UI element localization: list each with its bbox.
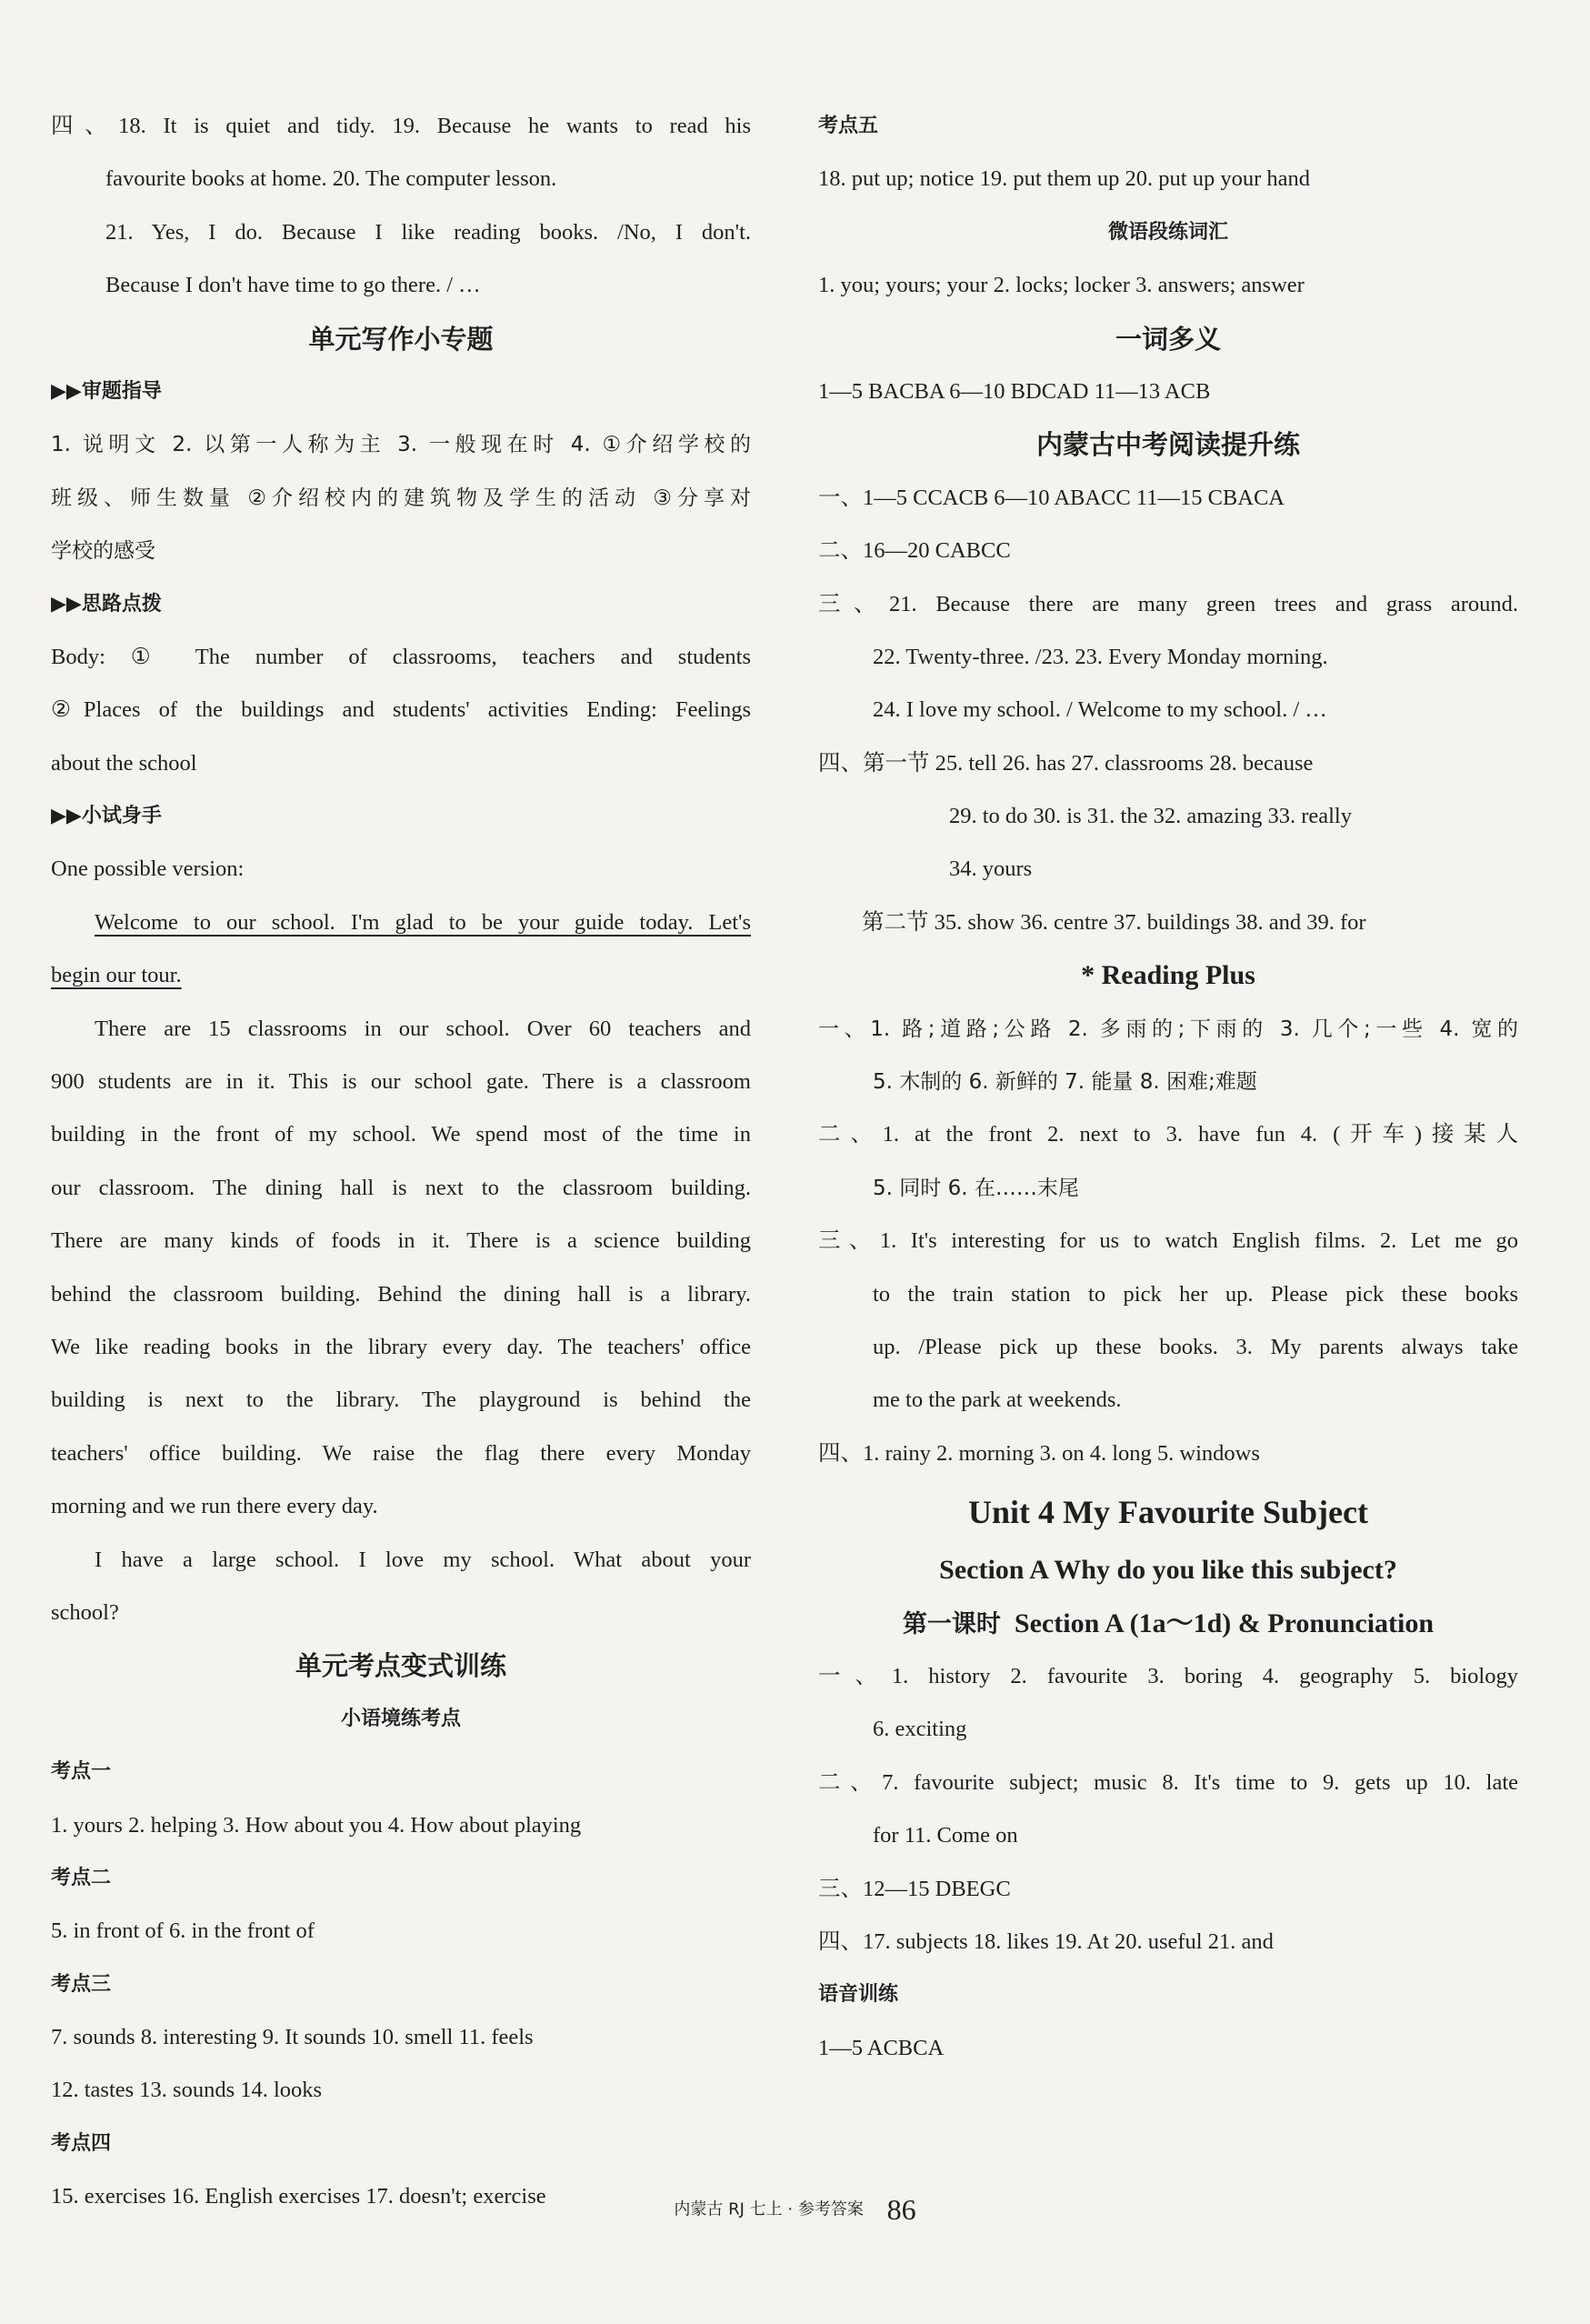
right-column (818, 100, 1518, 2075)
answer-line: 5. in front of 6. in the front of (51, 1918, 315, 1944)
answer-line: 四、17. subjects 18. likes 19. At 20. useful 21. and (818, 1928, 1274, 1954)
subsection-label: ▶▶小试身手 (51, 805, 162, 828)
answer-line: 15. exercises 16. English exercises 17. doesn't; exercise (51, 2184, 546, 2209)
answer-line: One possible version: (51, 856, 245, 882)
section-title: Section A Why do you like this subject? (939, 1555, 1397, 1586)
essay-line: There are many kinds of foods in it. There is a science building (51, 1228, 751, 1254)
answer-line: 第二节 35. show 36. centre 37. buildings 38. and 39. for (862, 909, 1366, 935)
essay-line: behind the classroom building. Behind the dining hall is a library. (51, 1281, 751, 1307)
section-heading: 内蒙古中考阅读提升练 (1035, 429, 1300, 461)
subsection-label: ▶▶思路点拨 (51, 592, 162, 616)
unit-title: Unit 4 My Favourite Subject (968, 1494, 1368, 1531)
answer-line: 1. 说明文 2. 以第一人称为主 3. 一般现在时 4. ①介绍学校的 (51, 433, 751, 457)
answer-line: 5. 同时 6. 在……末尾 (873, 1176, 1079, 1200)
subsection-label: 语音训练 (818, 1983, 899, 2007)
point-label: 考点三 (51, 1972, 112, 1996)
answer-line: 1. you; yours; your 2. locks; locker 3. answers; answer (818, 273, 1305, 298)
essay-line: our classroom. The dining hall is next to the classroom building. (51, 1175, 751, 1200)
answer-line: 1—5 BACBA 6—10 BDCAD 11—13 ACB (818, 378, 1211, 404)
answer-line: 二、7. favourite subject; music 8. It's time to 9. gets up 10. late (818, 1769, 1518, 1795)
answer-line: 29. to do 30. is 31. the 32. amazing 33. really (949, 804, 1352, 829)
point-label: 考点二 (51, 1866, 112, 1889)
essay-line-underlined: begin our tour. (51, 963, 182, 988)
section-heading: 单元写作小专题 (308, 323, 494, 355)
answer-line: 学校的感受 (51, 539, 155, 564)
answer-line: 二、16—20 CABCC (818, 538, 1011, 564)
essay-line: We like reading books in the library every day. The teachers' office (51, 1334, 751, 1359)
essay-line: building in the front of my school. We spend most of the time in (51, 1122, 751, 1147)
lesson-title (818, 1598, 1518, 1650)
answer-line: up. /Please pick up these books. 3. My parents always take (873, 1334, 1518, 1359)
answer-line: 二、1. at the front 2. next to 3. have fun 4. (开车)接某人 (818, 1122, 1518, 1147)
answer-line: about the school (51, 750, 197, 776)
answer-line: 22. Twenty-three. /23. 23. Every Monday morning. (873, 644, 1328, 669)
essay-line: building is next to the library. The playground is behind the (51, 1387, 751, 1413)
answer-line: 12. tastes 13. sounds 14. looks (51, 2078, 323, 2103)
essay-line: school? (51, 1599, 119, 1625)
point-label: 考点一 (51, 1760, 112, 1784)
left-column (51, 100, 751, 2224)
answer-line: 三、21. Because there are many green trees and grass around. (818, 591, 1518, 616)
answer-line: 6. exciting (873, 1717, 967, 1742)
answer-line: 三、12—15 DBEGC (818, 1876, 1011, 1901)
answer-line: to the train station to pick her up. Please pick these books (873, 1281, 1518, 1307)
lesson-title-cn: 第一课时 (902, 1609, 1001, 1638)
essay-line: morning and we run there every day. (51, 1494, 378, 1519)
answer-line: ②Places of the buildings and students' activities Ending: Feelings (51, 697, 751, 723)
answer-line: 一、1. history 2. favourite 3. boring 4. geography 5. biology (818, 1663, 1518, 1688)
point-label: 考点四 (51, 2131, 112, 2155)
answer-line: 一、1. 路;道路;公路 2. 多雨的;下雨的 3. 几个;一些 4. 宽的 (818, 1017, 1518, 1041)
answer-line: Because I don't have time to go there. / … (105, 273, 481, 298)
answer-line: 三、1. It's interesting for us to watch English films. 2. Let me go (818, 1228, 1518, 1254)
subsection-heading: 微语段练词汇 (1107, 220, 1228, 244)
essay-line-underlined: Welcome to our school. I'm glad to be your guide today. Let's (95, 909, 751, 935)
answer-line: 34. yours (949, 856, 1033, 882)
essay-line: There are 15 classrooms in our school. Over 60 teachers and (95, 1016, 751, 1041)
footer-label: 内蒙古 RJ 七上 · 参考答案 (674, 2199, 864, 2219)
answer-line: for 11. Come on (873, 1823, 1018, 1848)
answer-line: 24. I love my school. / Welcome to my school. / … (873, 697, 1327, 723)
answer-line: 一、1—5 CCACB 6—10 ABACC 11—15 CBACA (818, 485, 1285, 510)
answer-line: 1—5 ACBCA (818, 2035, 945, 2060)
answer-line: 1. yours 2. helping 3. How about you 4. How about playing (51, 1812, 582, 1838)
answer-line: 四、第一节 25. tell 26. has 27. classrooms 28. because (818, 750, 1314, 776)
answer-line: 四、1. rainy 2. morning 3. on 4. long 5. windows (818, 1440, 1260, 1466)
essay-line: 900 students are in it. This is our school gate. There is a classroom (51, 1069, 751, 1095)
section-heading: 一词多义 (1115, 323, 1221, 355)
subsection-label: ▶▶审题指导 (51, 379, 162, 403)
answer-line: 5. 木制的 6. 新鲜的 7. 能量 8. 困难;难题 (873, 1070, 1257, 1095)
answer-line: 21. Yes, I do. Because I like reading books. /No, I don't. (105, 219, 751, 245)
point-label: 考点五 (818, 115, 879, 137)
answer-line: 18. put up; notice 19. put them up 20. put up your hand (818, 166, 1310, 192)
lesson-title-en: Section A (1a～1d) & Pronunciation (1014, 1608, 1435, 1638)
subsection-heading: 小语境练考点 (340, 1707, 461, 1730)
answer-line: Body: ① The number of classrooms, teachers and students (51, 644, 751, 669)
page-footer (0, 2193, 1590, 2227)
section-heading: * Reading Plus (1081, 960, 1255, 991)
answer-line: me to the park at weekends. (873, 1387, 1122, 1413)
answer-line: 四、18. It is quiet and tidy. 19. Because he wants to read his (51, 114, 751, 138)
section-heading: 单元考点变式训练 (295, 1650, 506, 1682)
answer-line: 7. sounds 8. interesting 9. It sounds 10. smell 11. feels (51, 2025, 534, 2050)
essay-line: teachers' office building. We raise the flag there every Monday (51, 1440, 751, 1466)
page-number: 86 (886, 2193, 916, 2226)
answer-line: favourite books at home. 20. The computer lesson. (105, 166, 557, 192)
answer-line: 班级、师生数量 ②介绍校内的建筑物及学生的活动 ③分享对 (51, 486, 751, 510)
essay-line: I have a large school. I love my school. What about your (95, 1547, 751, 1572)
